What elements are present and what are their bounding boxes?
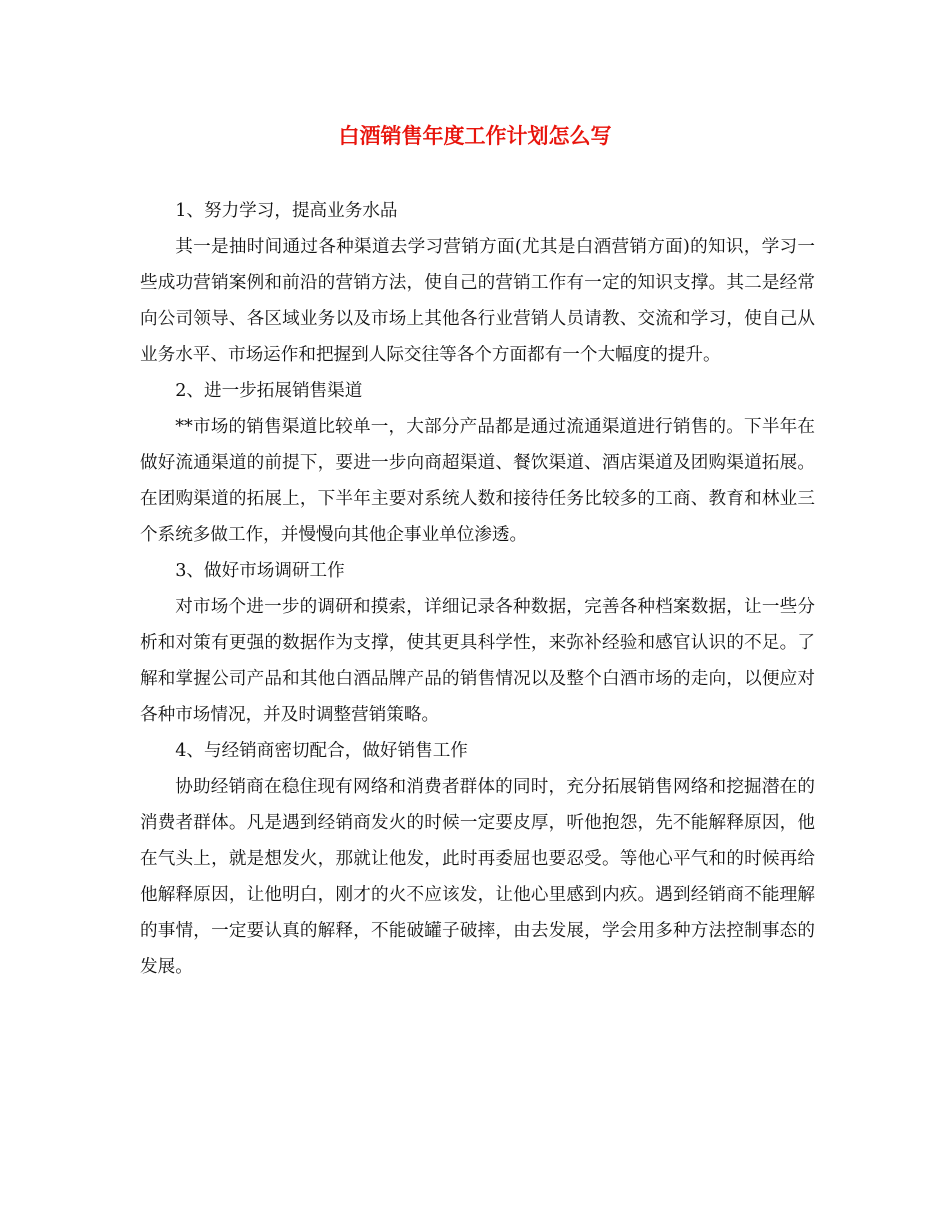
body-paragraph-2: **市场的销售渠道比较单一，大部分产品都是通过流通渠道进行销售的。下半年在做好流通渠道的前提下，要进一步向商超渠道、餐饮渠道、酒店渠道及团购渠道拓展。在团购渠道的拓展上，下半年主要对系统人数和接待任务比较多的工商、教育和林业三个系统多做工作，并慢慢向其他企事业单位渗透。 bbox=[140, 417, 815, 545]
document-title: 白酒销售年度工作计划怎么写 bbox=[338, 123, 612, 148]
section-heading-3: 3、做好市场调研工作 bbox=[175, 561, 345, 581]
document-body bbox=[140, 193, 815, 985]
body-paragraph-1: 其一是抽时间通过各种渠道去学习营销方面(尤其是白酒营销方面)的知识，学习一些成功营销案例和前沿的营销方法，使自己的营销工作有一定的知识支撑。其二是经常向公司领导、各区域业务以及市场上其他各行业营销人员请教、交流和学习，使自己从业务水平、市场运作和把握到人际交往等各个方面都有一个大幅度的提升。 bbox=[140, 237, 815, 365]
section-heading-2: 2、进一步拓展销售渠道 bbox=[175, 381, 363, 401]
body-paragraph-3: 对市场个进一步的调研和摸索，详细记录各种数据，完善各种档案数据，让一些分析和对策有更强的数据作为支撑，使其更具科学性，来弥补经验和感官认识的不足。了解和掌握公司产品和其他白酒品牌产品的销售情况以及整个白酒市场的走向，以便应对各种市场情况，并及时调整营销策略。 bbox=[140, 597, 815, 725]
section-heading-1: 1、努力学习，提高业务水品 bbox=[175, 201, 398, 221]
body-paragraph-4: 协助经销商在稳住现有网络和消费者群体的同时，充分拓展销售网络和挖掘潜在的消费者群体。凡是遇到经销商发火的时候一定要皮厚，听他抱怨，先不能解释原因，他在气头上，就是想发火，那就让他发，此时再委屈也要忍受。等他心平气和的时候再给他解释原因，让他明白，刚才的火不应该发，让他心里感到内疚。遇到经销商不能理解的事情，一定要认真的解释，不能破罐子破摔，由去发展，学会用多种方法控制事态的发展。 bbox=[140, 777, 815, 977]
section-heading-4: 4、与经销商密切配合，做好销售工作 bbox=[175, 741, 468, 761]
